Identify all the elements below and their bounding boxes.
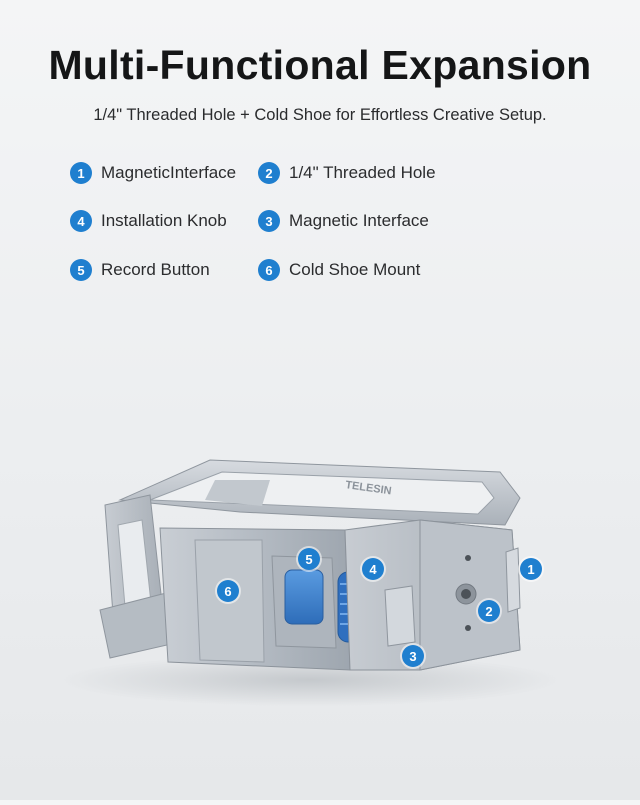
cage-front-body xyxy=(160,528,362,670)
feature-label: Installation Knob xyxy=(101,211,227,230)
callout-pin: 4 xyxy=(362,558,384,580)
feature-item xyxy=(70,259,210,281)
feature-label: Record Button xyxy=(101,260,210,279)
callout-pin: 5 xyxy=(298,548,320,570)
feature-item xyxy=(70,162,236,184)
feature-item xyxy=(70,210,227,232)
cage-top-frame xyxy=(120,460,520,525)
feature-item xyxy=(258,259,420,281)
callout-pin: 3 xyxy=(402,645,424,667)
page-title: Multi-Functional Expansion xyxy=(48,42,592,88)
brand-engraving: TELESIN xyxy=(344,479,393,498)
number-badge: 5 xyxy=(70,259,92,281)
number-badge: 6 xyxy=(258,259,280,281)
camera-cage-illustration xyxy=(0,380,640,800)
feature-label: MagneticInterface xyxy=(101,163,237,182)
feature-item xyxy=(258,210,429,232)
feature-label: Cold Shoe Mount xyxy=(289,260,421,279)
cage-right-side xyxy=(345,520,520,670)
callout-pin: 1 xyxy=(520,558,542,580)
record-button xyxy=(285,570,323,624)
number-badge: 2 xyxy=(258,162,280,184)
feature-label: Magnetic Interface xyxy=(289,211,429,230)
feature-item xyxy=(258,162,436,184)
callout-pin: 2 xyxy=(478,600,500,622)
page-subtitle: 1/4" Threaded Hole + Cold Shoe for Effortless Creative Setup. xyxy=(93,106,547,124)
callout-pin: 6 xyxy=(217,580,239,602)
camera-cage-product-image xyxy=(0,380,640,800)
feature-label: 1/4" Threaded Hole xyxy=(289,163,436,182)
number-badge: 4 xyxy=(70,210,92,232)
number-badge: 3 xyxy=(258,210,280,232)
number-badge: 1 xyxy=(70,162,92,184)
